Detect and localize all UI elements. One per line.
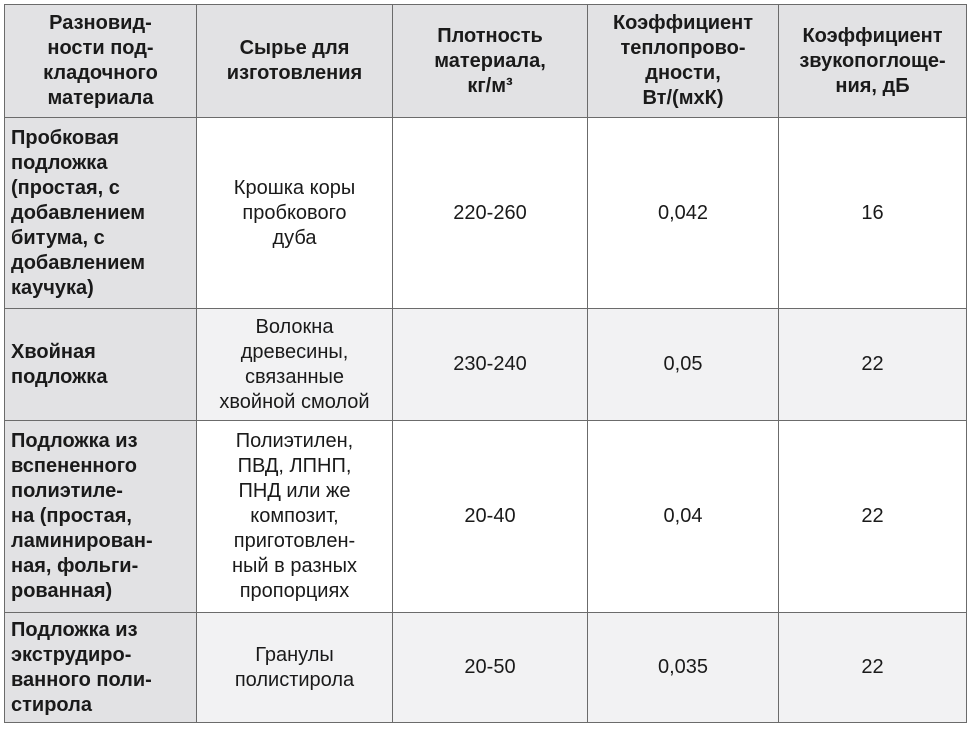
- kind-cell: Подложка из экструдиро- ванного поли- стирола: [5, 613, 197, 723]
- thermal-cell: 0,05: [588, 309, 779, 421]
- density-cell: 230-240: [393, 309, 588, 421]
- header-kind: Разновид- ности под- кладочного материала: [5, 5, 197, 118]
- raw-material-cell: Крошка коры пробкового дуба: [197, 118, 393, 309]
- table-row: [5, 309, 967, 421]
- thermal-cell: 0,042: [588, 118, 779, 309]
- thermal-cell: 0,035: [588, 613, 779, 723]
- kind-cell: Подложка из вспененного полиэтиле- на (простая, ламинирован- ная, фольги- рованная): [5, 421, 197, 613]
- table-row: [5, 421, 967, 613]
- density-cell: 20-50: [393, 613, 588, 723]
- density-cell: 20-40: [393, 421, 588, 613]
- header-density: Плотность материала, кг/м³: [393, 5, 588, 118]
- table-row: [5, 118, 967, 309]
- table-row: [5, 613, 967, 723]
- kind-cell: Хвойная подложка: [5, 309, 197, 421]
- sound-cell: 22: [779, 309, 967, 421]
- raw-material-cell: Полиэтилен, ПВД, ЛПНП, ПНД или же композит, приготовлен- ный в разных пропорциях: [197, 421, 393, 613]
- header-sound-absorption: Коэффициент звукопоглоще- ния, дБ: [779, 5, 967, 118]
- header-row: [5, 5, 967, 118]
- raw-material-cell: Волокна древесины, связанные хвойной смолой: [197, 309, 393, 421]
- thermal-cell: 0,04: [588, 421, 779, 613]
- sound-cell: 16: [779, 118, 967, 309]
- underlay-materials-table: [4, 4, 967, 723]
- raw-material-cell: Гранулы полистирола: [197, 613, 393, 723]
- kind-cell: Пробковая подложка (простая, с добавлением битума, с добавлением каучука): [5, 118, 197, 309]
- header-raw-material: Сырье для изготовления: [197, 5, 393, 118]
- header-thermal-conductivity: Коэффициент теплопрово- дности, Вт/(мхК): [588, 5, 779, 118]
- sound-cell: 22: [779, 421, 967, 613]
- sound-cell: 22: [779, 613, 967, 723]
- density-cell: 220-260: [393, 118, 588, 309]
